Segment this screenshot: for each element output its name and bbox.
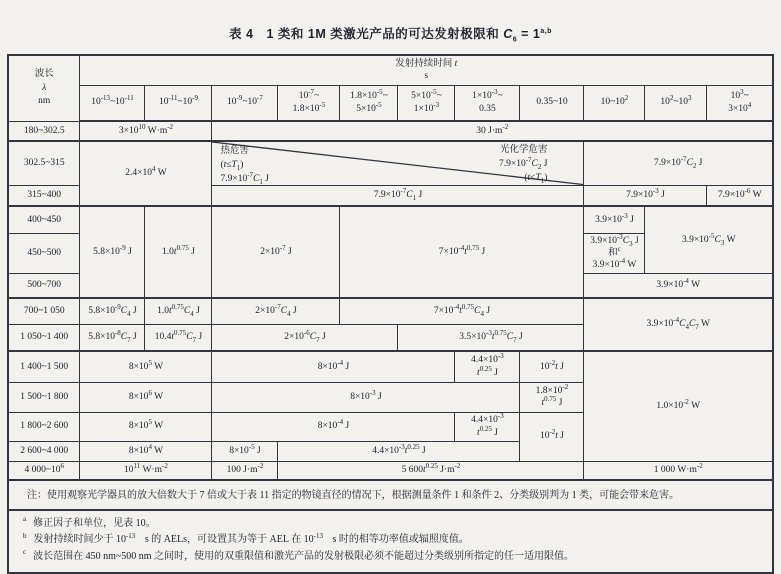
- time-range-header: $10^3\sim$ $3\times 10^4$: [707, 85, 773, 121]
- ael-cell: $8\times 10^4$ W: [80, 441, 212, 461]
- wavelength-unit: nm: [38, 95, 51, 106]
- ael-cell: $5.8\times 10^{-9}C_4$ J: [80, 298, 145, 324]
- time-range-header: 0.35~10: [520, 85, 584, 121]
- wavelength-cell: 500~700: [8, 273, 80, 298]
- ael-cell: $3\times 10^{10}$ $W\cdot m^{-2}$: [80, 121, 212, 141]
- ael-cell: $7\times 10^{-4}t^{0.75}$ J: [340, 206, 584, 298]
- footnote-b-text: 发射持续时间少于 $10^{-13}$ s 的 AELs，可设置其为等于 AEL 在 $10^{-13}$ s 时的相等功率值或辐照度值。: [33, 531, 469, 546]
- footnotes-block: [8, 510, 773, 573]
- footnote-c: [23, 548, 766, 565]
- wavelength-header-label: 波长: [34, 69, 54, 80]
- ael-cell: $10^{-2}t$ J: [520, 412, 584, 461]
- ael-cell: $8\times 10^{-5}$ J: [212, 441, 278, 461]
- table-note: 注：使用观察光学器具的放大倍数大于 7 倍或大于表 11 指定的物镜直径的情况下，根据测量条件 1 和条件 2、分类级别判为 1 类，可能会带来危害。: [8, 480, 773, 510]
- wavelength-cell: 1 800~2 600: [8, 412, 80, 441]
- ael-cell: $2\times 10^{-7}$ J: [212, 206, 340, 298]
- ael-cell: $3.9\times 10^{-3}$ J: [584, 206, 645, 233]
- ael-cell: $1.0t^{0.75}C_4$ J: [145, 298, 212, 324]
- thermal-hazard-value: $7.9\times 10^{-7}C_1$ J: [220, 170, 269, 185]
- thermal-hazard-block: [220, 145, 269, 185]
- time-range-header: $10^{-13}\sim 10^{-11}$: [80, 85, 145, 121]
- wavelength-cell: 2 600~4 000: [8, 441, 80, 461]
- ael-cell: $8\times 10^5$ W: [80, 412, 212, 441]
- time-range-header: $1.8\times 10^{-5}\sim$ $5\times 10^{-5}$: [340, 85, 398, 121]
- footnote-b-marker: b: [22, 531, 27, 540]
- time-range-header: $10\sim 10^2$: [584, 85, 645, 121]
- ael-cell: $1.0t^{0.75}$ J: [145, 206, 212, 298]
- footnote-a: [23, 515, 766, 532]
- photochemical-hazard-value: $7.9\times 10^{-7}C_2$ J: [498, 155, 548, 171]
- wavelength-cell: 1 400~1 500: [8, 351, 80, 382]
- wavelength-cell: 400~450: [8, 206, 80, 233]
- wavelength-cell: 450~500: [8, 233, 80, 273]
- ael-cell: $3.9\times 10^{-5}C_3$ W: [645, 206, 773, 273]
- ael-cell: $8\times 10^{-4}$ J: [212, 412, 455, 441]
- ael-cell: $5.8\times 10^{-8}C_7$ J: [80, 324, 145, 351]
- footnote-c-text: 波长范围在 450 nm~500 nm 之间时，使用的双重限值和激光产品的发射极限必须不能超过分类级别所指定的任一适用限值。: [33, 550, 575, 562]
- time-range-header: $1\times 10^{-3}\sim$ 0.35: [455, 85, 520, 121]
- ael-cell: $1.0\times 10^{-2}$ W: [584, 351, 773, 461]
- footnote-a-text: 修正因子和单位，见表 10。: [33, 517, 156, 529]
- ael-cell: $7.9\times 10^{-3}$ J: [584, 185, 707, 206]
- ael-cell: $8\times 10^{-3}$ J: [212, 382, 520, 412]
- footnote-a-marker: a: [22, 515, 27, 524]
- time-range-header: $10^{-11}\sim 10^{-9}$: [145, 85, 212, 121]
- time-range-header: $5\times 10^{-5}\sim$ $1\times 10^{-3}$: [398, 85, 455, 121]
- ael-cell: $3.5\times 10^{-3}t^{0.75}C_7$ J: [398, 324, 584, 351]
- ael-cell: $3.9\times 10^{-4}C_4C_7$ W: [584, 298, 773, 351]
- ael-cell: $10^{11}$ $W\cdot m^{-2}$: [80, 461, 212, 480]
- ael-cell: $4.4\times 10^{-3}$ $t^{0.25}$ J: [455, 412, 520, 441]
- dual-hazard-cell: [212, 141, 584, 185]
- wavelength-header: [8, 55, 80, 121]
- ael-cell: 30 $J\cdot m^{-2}$: [212, 121, 773, 141]
- duration-unit: s: [424, 71, 429, 82]
- ael-cell: $3.9\times 10^{-3}C_3$ J 和$^c$ $3.9\times 10^{-4}$ W: [584, 233, 645, 273]
- footnote-b: [23, 532, 766, 549]
- ael-cell: $10.4t^{0.75}C_7$ J: [145, 324, 212, 351]
- ael-cell: $3.9\times 10^{-4}$ W: [584, 273, 773, 298]
- wavelength-symbol: λ: [42, 82, 47, 93]
- table-title: 表 4 1 类和 1M 类激光产品的可达发射极限和 $C_6 = 1^{a,b}$: [229, 27, 552, 44]
- ael-cell: $2\times 10^{-6}C_7$ J: [212, 324, 398, 351]
- wavelength-cell: 315~400: [8, 185, 80, 206]
- thermal-hazard-label: 热危害: [220, 146, 249, 156]
- duration-header-label: 发射持续时间 t: [395, 58, 458, 69]
- photochemical-hazard-block: [499, 144, 548, 185]
- ael-cell: $10^{-2}t$ J: [520, 351, 584, 382]
- ael-cell: $2\times 10^{-7}C_4$ J: [212, 298, 340, 324]
- ael-cell: $8\times 10^5$ W: [80, 351, 212, 382]
- time-range-header: $10^2\sim 10^3$: [645, 85, 707, 121]
- wavelength-cell: 4 $000\sim 10^6$: [8, 461, 80, 480]
- photochemical-hazard-label: 光化学危害: [499, 145, 548, 155]
- wavelength-cell: 1 500~1 800: [8, 382, 80, 412]
- photochemical-hazard-condition: $(t<T_1)$: [524, 172, 548, 185]
- ael-cell: 5 $600t^{0.25}$ $J\cdot m^{-2}$: [278, 461, 584, 480]
- ael-cell: $5.8\times 10^{-9}$ J: [80, 206, 145, 298]
- time-range-header: $10^{-7}\sim$ $1.8\times 10^{-5}$: [278, 85, 340, 121]
- wavelength-cell: 700~1 050: [8, 298, 80, 324]
- ael-cell: $7.9\times 10^{-7}C_2$ J: [584, 141, 773, 185]
- ael-cell: $2.4\times 10^4$ W: [80, 141, 212, 206]
- ael-cell: $8\times 10^6$ W: [80, 382, 212, 412]
- ael-cell: $7.9\times 10^{-6}$ W: [707, 185, 773, 206]
- ael-cell: $7.9\times 10^{-7}C_1$ J: [212, 185, 584, 206]
- time-range-header: $10^{-9}\sim 10^{-7}$: [212, 85, 278, 121]
- wavelength-cell: 1 050~1 400: [8, 324, 80, 351]
- footnote-c-marker: c: [22, 548, 27, 557]
- ael-cell: 100 $J\cdot m^{-2}$: [212, 461, 278, 480]
- thermal-hazard-condition: $(t\le T_1)$: [220, 159, 244, 172]
- ael-cell: $7\times 10^{-4}t^{0.75}C_4$ J: [340, 298, 584, 324]
- wavelength-cell: 180~302.5: [8, 121, 80, 141]
- ael-cell: $1.8\times 10^{-2}$ $t^{0.75}$ J: [520, 382, 584, 412]
- ael-cell: 1 000 $W\cdot m^{-2}$: [584, 461, 773, 480]
- ael-cell: $8\times 10^{-4}$ J: [212, 351, 455, 382]
- ael-cell: $4.4\times 10^{-3}$ $t^{0.25}$ J: [455, 351, 520, 382]
- duration-header: [80, 55, 773, 85]
- ael-table: [7, 54, 774, 574]
- ael-cell: $4.4\times 10^{-3}t^{0.25}$ J: [278, 441, 520, 461]
- wavelength-cell: 302.5~315: [8, 141, 80, 185]
